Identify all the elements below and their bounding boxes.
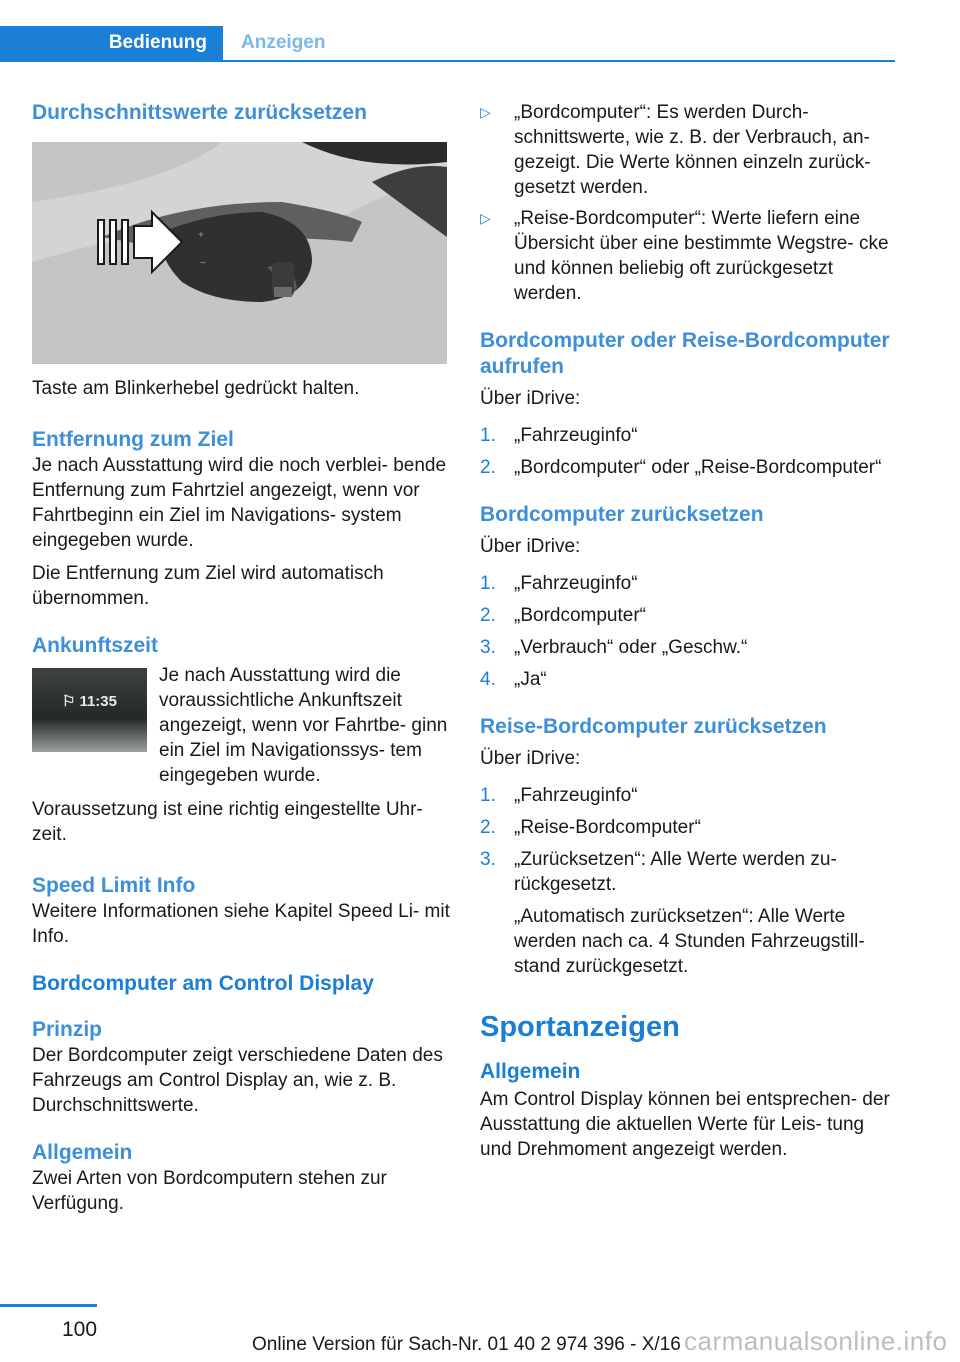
bullet-text-reise-bordcomputer: „Reise-Bordcomputer“: Werte liefern eine Übersicht über eine bestimmte Wegstre‐ cke und können beliebig oft zurückgesetzt werden. (514, 208, 889, 304)
heading-allgemein: Allgemein (32, 1141, 133, 1164)
bullet-text-bordcomputer: „Bordcomputer“: Es werden Durch‐ schnittswerte, wie z. B. der Verbrauch, an‐ gezeigt. Die Werte können einzeln zurück‐ gesetzt werden. (514, 102, 871, 198)
turn-signal-stalk-image (32, 142, 447, 364)
paragraph-ankunft-1: Je nach Ausstattung wird die voraussichtliche Ankunftszeit angezeigt, wenn vor Fahrtbe‐ ginn ein Ziel im Navigationssys‐ tem eingegeben wurde. (159, 665, 448, 786)
page-number: 100 (62, 1318, 98, 1341)
list-item (480, 815, 895, 840)
list-text: „Reise-Bordcomputer“ (514, 817, 701, 838)
list-number: 4. (480, 669, 496, 690)
image-caption: Taste am Blinkerhebel gedrückt halten. (32, 378, 360, 399)
heading-prinzip: Prinzip (32, 1018, 103, 1041)
heading-allgemein-sport: Allgemein (480, 1060, 581, 1083)
arrival-time-value: 11:35 (79, 693, 117, 710)
list-item (480, 423, 895, 448)
list-number: 2. (480, 817, 496, 838)
list-text: „Verbrauch“ oder „Geschw.“ (514, 637, 748, 658)
paragraph-entfernung-1: Je nach Ausstattung wird die noch verblei‐ bende Entfernung zum Fahrtziel angezeigt, wenn vor Fahrtbeginn ein Ziel im Navigations‐ system eingegeben wurde. (32, 455, 447, 551)
paragraph-allgemein: Zwei Arten von Bordcomputern stehen zur Verfügung. (32, 1168, 387, 1214)
list-item (480, 847, 895, 897)
list-item (480, 100, 895, 200)
online-version-note: Online Version für Sach-Nr. 01 40 2 974 396 - X/16 (252, 1334, 681, 1355)
footer-rule (0, 1304, 97, 1307)
list-number: 2. (480, 457, 496, 478)
paragraph-prinzip: Der Bordcomputer zeigt verschiedene Daten des Fahrzeugs am Control Display an, wie z. B. Durchschnittswerte. (32, 1045, 443, 1116)
list-text: „Bordcomputer“ oder „Reise-Bordcomputer“ (514, 457, 882, 478)
list-item (480, 783, 895, 808)
heading-bordcomputer-control-display: Bordcomputer am Control Display (32, 972, 374, 995)
ankunft-block (32, 663, 452, 791)
idrive-label-3: Über iDrive: (480, 748, 581, 769)
list-number: 2. (480, 605, 496, 626)
heading-reise-reset: Reise-Bordcomputer zurücksetzen (480, 715, 827, 738)
right-column (480, 100, 895, 1170)
tab-anzeigen[interactable]: Anzeigen (241, 32, 326, 53)
list-item (480, 635, 895, 660)
heading-aufrufen: Bordcomputer oder Reise-Bordcomputer aufrufen (480, 329, 890, 378)
list-text: „Fahrzeuginfo“ (514, 425, 638, 446)
watermark: carmanualsonline.info (684, 1326, 948, 1356)
tab-bedienung[interactable]: Bedienung (0, 26, 223, 60)
heading-ankunftszeit: Ankunftszeit (32, 634, 158, 657)
heading-bordcomputer-reset: Bordcomputer zurücksetzen (480, 503, 764, 526)
left-column (32, 100, 452, 1224)
idrive-label-2: Über iDrive: (480, 536, 581, 557)
list-number: 1. (480, 785, 496, 806)
arrival-time-display-image (32, 668, 147, 752)
list-text: „Ja“ (514, 669, 547, 690)
list-item (480, 667, 895, 692)
heading-durchschnittswerte: Durchschnittswerte zurücksetzen (32, 101, 367, 124)
list-number: 1. (480, 573, 496, 594)
heading-entfernung: Entfernung zum Ziel (32, 428, 234, 451)
list-text: „Fahrzeuginfo“ (514, 573, 638, 594)
list-item (480, 603, 895, 628)
destination-flag-icon: ⚐ (62, 693, 76, 710)
triangle-bullet-icon: ▷ (480, 210, 491, 226)
list-note-automatic-reset: „Automatisch zurücksetzen“: Alle Werte werden nach ca. 4 Stunden Fahrzeugstill‐ stand zurückgesetzt. (514, 906, 865, 977)
heading-sportanzeigen: Sportanzeigen (480, 1011, 680, 1043)
paragraph-speed-limit: Weitere Informationen siehe Kapitel Speed Li‐ mit Info. (32, 901, 450, 947)
list-item (480, 455, 895, 480)
heading-speed-limit-info: Speed Limit Info (32, 874, 196, 897)
list-number: 1. (480, 425, 496, 446)
triangle-bullet-icon: ▷ (480, 104, 491, 120)
list-number: 3. (480, 637, 496, 658)
paragraph-ankunft-2: Voraussetzung ist eine richtig eingestellte Uhr‐ zeit. (32, 799, 423, 845)
svg-text:−: − (200, 258, 206, 269)
list-text: „Bordcomputer“ (514, 605, 646, 626)
arrival-time-display (32, 692, 147, 710)
svg-text:+: + (198, 230, 204, 241)
list-number: 3. (480, 849, 496, 870)
list-text: „Fahrzeuginfo“ (514, 785, 638, 806)
list-text: „Zurücksetzen“: Alle Werte werden zu‐ rückgesetzt. (514, 849, 837, 895)
list-item (480, 571, 895, 596)
chapter-tabs (0, 26, 895, 62)
paragraph-entfernung-2: Die Entfernung zum Ziel wird automatisch übernommen. (32, 563, 384, 609)
list-item (480, 206, 895, 306)
header-rule (0, 60, 895, 62)
paragraph-allgemein-sport: Am Control Display können bei entsprechen‐ der Ausstattung die aktuellen Werte für Leis‐ tung und Drehmoment angezeigt werden. (480, 1089, 890, 1160)
idrive-label-1: Über iDrive: (480, 388, 581, 409)
